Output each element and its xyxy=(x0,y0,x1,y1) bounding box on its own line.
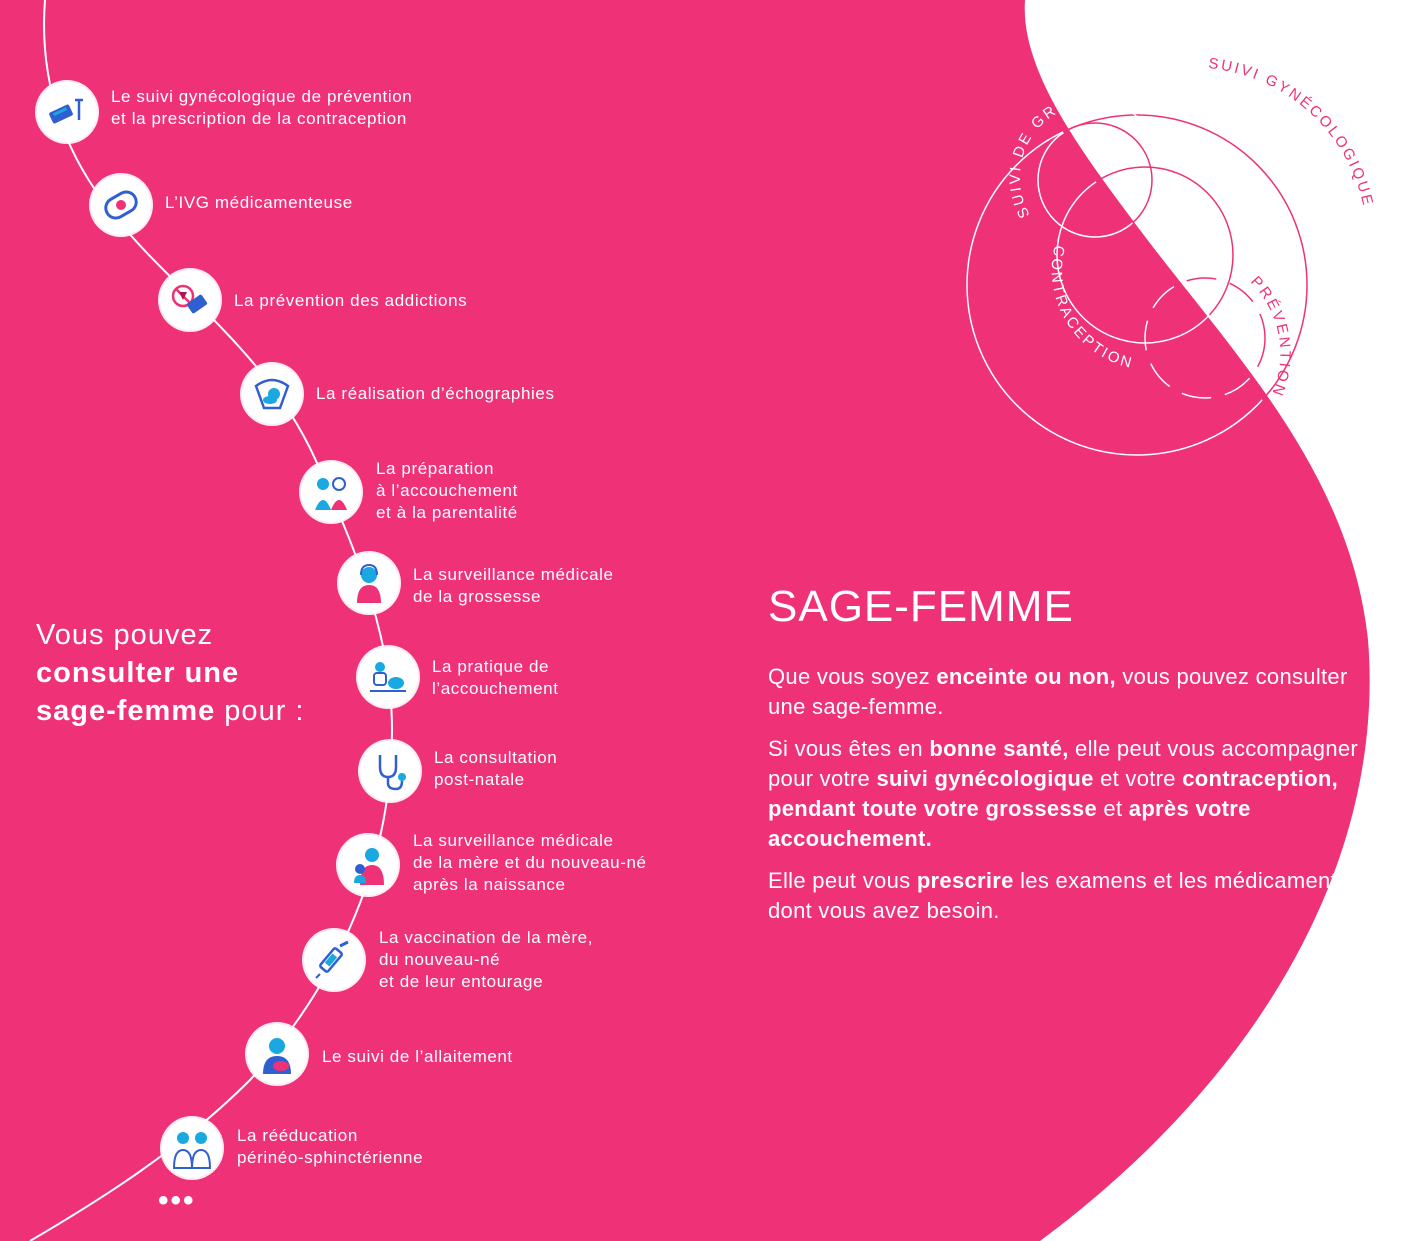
more-ellipsis: ••• xyxy=(158,1184,196,1217)
venn-diagram xyxy=(940,40,1380,470)
delivery-icon xyxy=(358,647,418,707)
item-label-5: La préparation à l’accouchement et à la parentalité xyxy=(376,459,518,522)
item-label-3: La prévention des addictions xyxy=(234,291,468,310)
item-label-8: La consultation post-natale xyxy=(434,748,558,789)
breastfeeding-icon xyxy=(247,1024,307,1084)
pill-blister-icon xyxy=(91,175,151,235)
paragraph-1: Que vous soyez enceinte ou non, vous pouvez consulter une sage-femme. xyxy=(768,664,1348,719)
stethoscope-icon xyxy=(360,741,420,801)
diagram-label-grossesse: SUIVI DE GROSSESSE xyxy=(1006,90,1150,221)
item-label-2: L’IVG médicamenteuse xyxy=(165,193,353,212)
diagram-label-prevention: PRÉVENTION xyxy=(1247,273,1294,400)
paragraph-2: Si vous êtes en bonne santé, elle peut vous accompagner pour votre suivi gynécologique et votre contraception, pendant toute votre grossesse et après votre accouchement. xyxy=(768,736,1359,851)
diagram-label-gynecologique: SUIVI GYNÉCOLOGIQUE xyxy=(1207,54,1377,209)
mother-baby-icon xyxy=(338,835,398,895)
paragraph-3: Elle peut vous prescrire les examens et les médicaments dont vous avez besoin. xyxy=(768,868,1349,923)
intro-line-3-bold: sage-femme xyxy=(36,695,216,727)
item-label-9: La surveillance médicale de la mère et du nouveau-né après la naissance xyxy=(413,831,647,894)
item-label-6: La surveillance médicale de la grossesse xyxy=(413,565,614,606)
item-label-12: La rééducation périnéo-sphinctérienne xyxy=(237,1126,424,1167)
intro-line-2: consulter une xyxy=(36,657,240,689)
speculum-pill-icon xyxy=(37,82,97,142)
diagram-label-contraception: CONTRACEPTION xyxy=(1047,244,1136,373)
pregnant-woman-icon xyxy=(339,553,399,613)
item-label-11: Le suivi de l’allaitement xyxy=(322,1047,513,1066)
intro-heading xyxy=(36,616,304,730)
intro-line-1: Vous pouvez xyxy=(36,619,214,651)
item-label-10: La vaccination de la mère, du nouveau-né et de leur entourage xyxy=(379,928,594,991)
syringe-icon xyxy=(304,930,364,990)
page-title: SAGE-FEMME xyxy=(768,582,1074,631)
item-label-7: La pratique de l’accouchement xyxy=(432,657,559,698)
ultrasound-icon xyxy=(242,364,302,424)
couple-icon xyxy=(301,462,361,522)
no-alcohol-tobacco-icon xyxy=(160,270,220,330)
intro-line-3-rest: pour : xyxy=(215,695,305,727)
item-label-4: La réalisation d’échographies xyxy=(316,384,555,403)
reeducation-icon xyxy=(162,1118,222,1178)
item-label-1: Le suivi gynécologique de prévention et la prescription de la contraception xyxy=(111,87,413,128)
